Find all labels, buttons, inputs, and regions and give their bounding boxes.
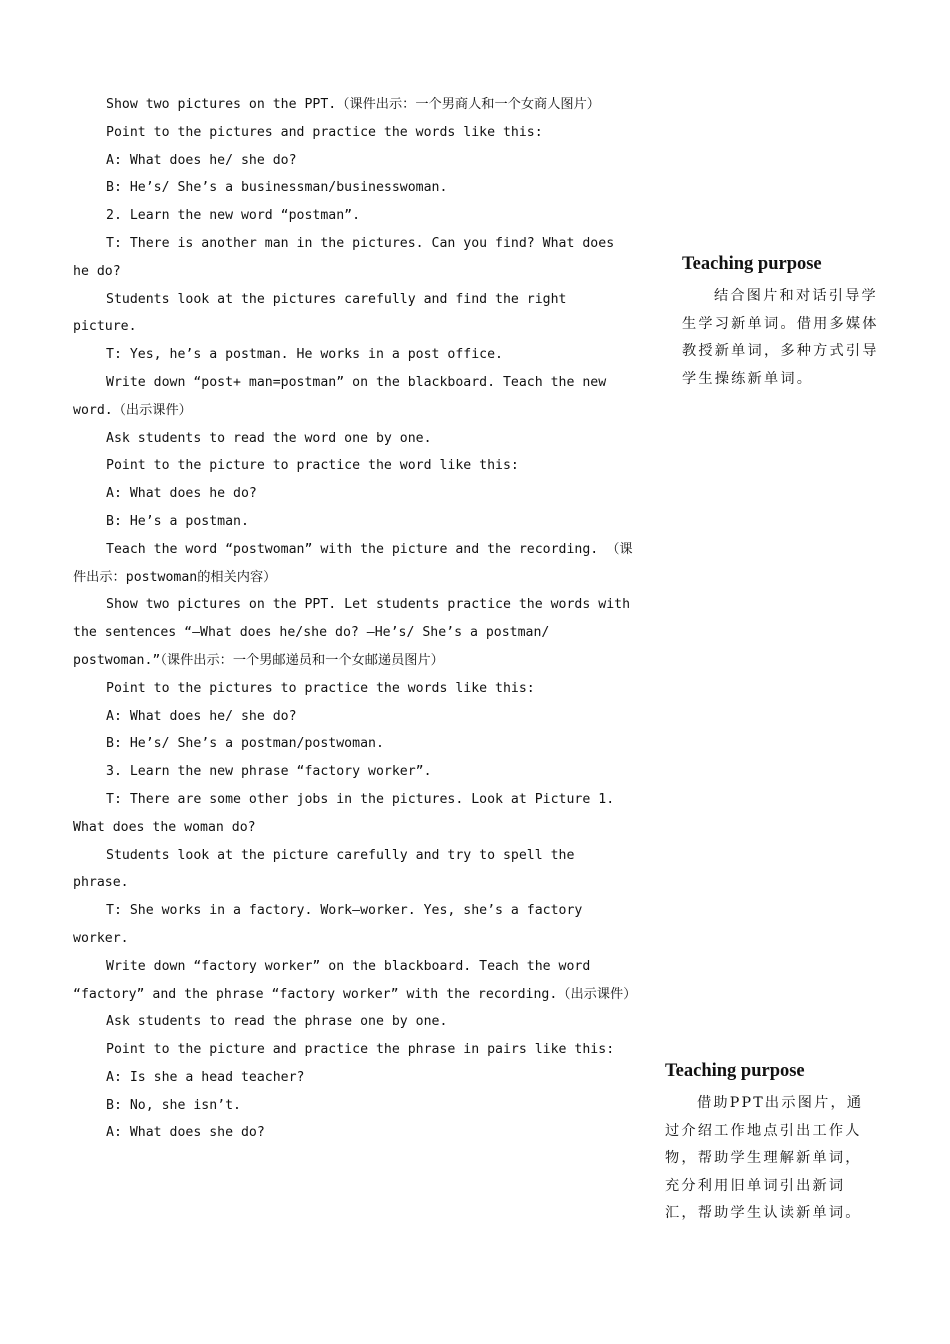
paragraph: B: No, she isn’t. <box>106 1097 241 1113</box>
note-title: Teaching purpose <box>665 1061 805 1081</box>
paragraph: T: There is another man in the pictures. Can you find? What does he do? <box>73 235 615 279</box>
paragraph: A: What does he/ she do? <box>106 152 297 168</box>
paragraph: Point to the pictures to practice the words like this: <box>106 680 535 696</box>
paragraph: A: What does he do? <box>106 486 257 502</box>
paragraph: Show two pictures on the PPT. Let students practice the words with the sentences “—What does he/she do? —He’s/ She’s a postman/ postwoman.”（课件出示：一个男邮递员和一个女邮递员图片） <box>73 597 631 668</box>
paragraph: T: She works in a factory. Work—worker. Yes, she’s a factory worker. <box>73 903 583 946</box>
paragraph: A: What does he/ she do? <box>106 708 297 724</box>
paragraph: B: He’s/ She’s a businessman/businesswoman. <box>106 180 448 196</box>
paragraph: 3. Learn the new phrase “factory worker”. <box>106 764 432 780</box>
paragraph: Students look at the pictures carefully and find the right picture. <box>73 291 567 335</box>
paragraph: B: He’s a postman. <box>106 513 249 529</box>
paragraph: A: Is she a head teacher? <box>106 1069 305 1085</box>
paragraph: B: He’s/ She’s a postman/postwoman. <box>106 736 384 752</box>
paragraph: Write down “factory worker” on the blackboard. Teach the word “factory” and the phrase “factory worker” with the recording.（出示课件） <box>73 958 637 1002</box>
paragraph: Ask students to read the phrase one by one. <box>106 1014 448 1030</box>
paragraph: 2. Learn the new word “postman”. <box>106 208 361 224</box>
teaching-purpose-note <box>665 1058 865 1228</box>
paragraph: Write down “post+ man=postman” on the blackboard. Teach the new word.（出示课件） <box>73 374 607 418</box>
paragraph: Students look at the picture carefully and try to spell the phrase. <box>73 847 575 891</box>
paragraph: T: Yes, he’s a postman. He works in a post office. <box>106 347 503 363</box>
note-body: 借助PPT出示图片，通过介绍工作地点引出工作人物，帮助学生理解新单词，充分利用旧单词引出新词汇，帮助学生认读新单词。 <box>665 1095 864 1222</box>
teaching-purpose-note <box>682 251 882 393</box>
paragraph: Point to the picture to practice the word like this: <box>106 458 519 474</box>
paragraph: A: What does she do? <box>106 1125 265 1141</box>
lesson-procedure <box>73 91 637 1147</box>
paragraph: Point to the picture and practice the phrase in pairs like this: <box>106 1042 615 1058</box>
paragraph: Show two pictures on the PPT.（课件出示：一个男商人和一个女商人图片） <box>106 97 600 112</box>
note-body: 结合图片和对话引导学生学习新单词。借用多媒体教授新单词，多种方式引导学生操练新单词。 <box>682 288 879 387</box>
paragraph: Ask students to read the word one by one. <box>106 430 432 446</box>
note-title: Teaching purpose <box>682 254 822 274</box>
paragraph: T: There are some other jobs in the pictures. Look at Picture 1. What does the woman do? <box>73 791 615 835</box>
paragraph: Point to the pictures and practice the words like this: <box>106 124 543 140</box>
paragraph: Teach the word “postwoman” with the picture and the recording. （课件出示：postwoman的相关内容） <box>73 541 633 585</box>
